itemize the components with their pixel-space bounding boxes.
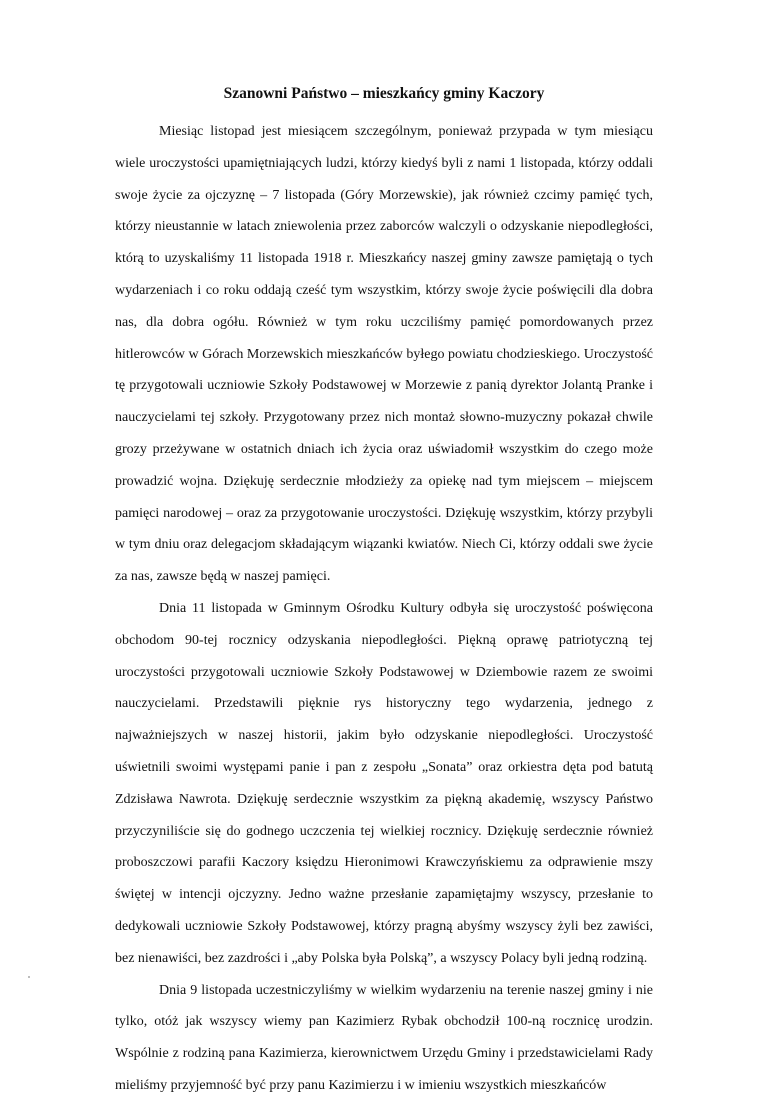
document-title: Szanowni Państwo – mieszkańcy gminy Kaczory <box>223 85 545 102</box>
paragraph-centenarian-birthday: Dnia 9 listopada uczestniczyliśmy w wielkim wydarzeniu na terenie naszej gminy i nie tylko, otóż jak wszyscy wiemy pan Kazimierz Rybak obchodził 100-ną rocznicę urodzin. Wspólnie z rodziną pana Kazimierza, kierownictwem Urzędu Gminy i przedstawicielami Rady mieliśmy przyjemność być przy panu Kazimierzu i w imieniu wszystkich mieszkańców <box>115 982 653 1093</box>
document-body <box>115 116 653 1102</box>
paragraph-november-commemorations: Miesiąc listopad jest miesiącem szczególnym, ponieważ przypada w tym miesiącu wiele uroczystości upamiętniających ludzi, którzy kiedyś byli z nami 1 listopada, którzy oddali swoje życie za ojczyznę – 7 listopada (Góry Morzewskie), jak również czcimy pamięć tych, którzy nieustannie w latach zniewolenia przez zaborców walczyli o odzyskanie niepodległości, którą to uzyskaliśmy 11 listopada 1918 r. Mieszkańcy naszej gminy zawsze pamiętają o tych wydarzeniach i co roku oddają cześć tym wszystkim, którzy swoje życie poświęcili dla dobra nas, dla dobra ogółu. Również w tym roku uczciliśmy pamięć pomordowanych przez hitlerowców w Górach Morzewskich mieszkańców byłego powiatu chodzieskiego. Uroczystość tę przygotowali uczniowie Szkoły Podstawowej w Morzewie z panią dyrektor Jolantą Pranke i nauczycielami tej szkoły. Przygotowany przez nich montaż słowno-muzyczny pokazał chwile grozy przeżywane w ostatnich dniach ich życia oraz uświadomił wszystkim do czego może prowadzić wojna. Dziękuję serdecznie młodzieży za opiekę nad tym miejscem – miejscem pamięci narodowej – oraz za przygotowanie uroczystości. Dziękuję wszystkim, którzy przybyli w tym dniu oraz delegacjom składającym wiązanki kwiatów. Niech Ci, którzy oddali swe życie za nas, zawsze będą w naszej pamięci. <box>115 124 653 585</box>
paragraph-independence-anniversary: Dnia 11 listopada w Gminnym Ośrodku Kultury odbyła się uroczystość poświęcona obchodom 90-tej rocznicy odzyskania niepodległości. Piękną oprawę patriotyczną tej uroczystości przygotowali uczniowie Szkoły Podstawowej w Dziembowie razem ze swoimi nauczycielami. Przedstawili pięknie rys historyczny tego wydarzenia, jednego z najważniejszych w naszej historii, jakim było odzyskanie niepodległości. Uroczystość uświetnili swoimi występami panie i pan z zespołu „Sonata” oraz orkiestra dęta pod batutą Zdzisława Nawrota. Dziękuję serdecznie wszystkim za piękną akademię, wszyscy Państwo przyczyniliście się do godnego uczczenia tej wielkiej rocznicy. Dziękuję serdecznie również proboszczowi parafii Kaczory księdzu Hieronimowi Krawczyńskiemu za odprawienie mszy świętej w intencji ojczyzny. Jedno ważne przesłanie zapamiętajmy wszyscy, przesłanie to dedykowali uczniowie Szkoły Podstawowej, którzy pragną abyśmy wszyscy żyli bez zawiści, bez nienawiści, bez zazdrości i „aby Polska była Polską”, a wszyscy Polacy byli jedną rodziną. <box>115 600 653 966</box>
page-speck <box>28 976 30 978</box>
